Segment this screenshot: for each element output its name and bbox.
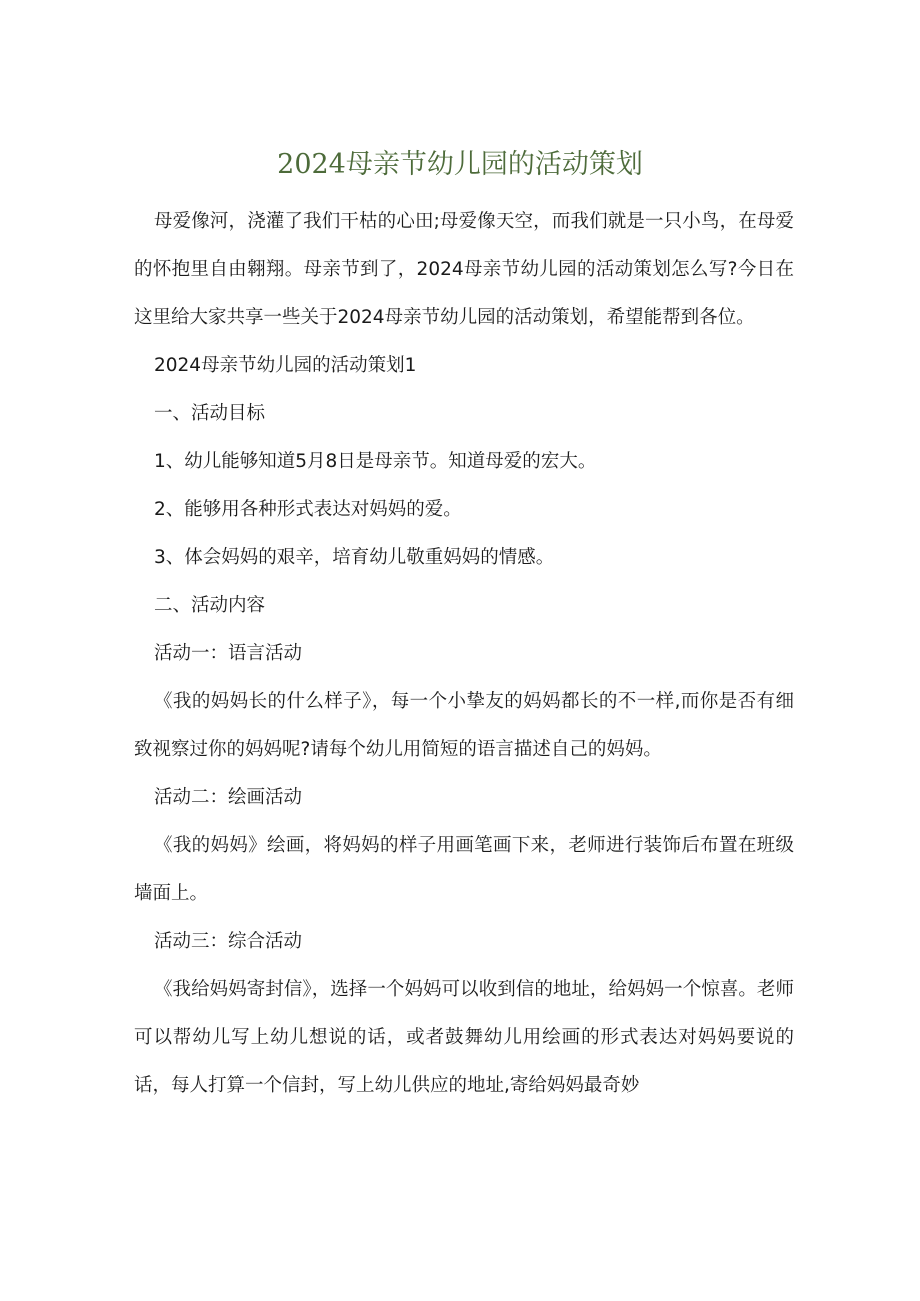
section-title: 2024母亲节幼儿园的活动策划1 [154,355,417,376]
document-body [134,198,794,1110]
goal-item-1: 1、幼儿能够知道5月8日是母亲节。知道母爱的宏大。 [154,451,597,472]
goal-item-3: 3、体会妈妈的艰辛，培育幼儿敬重妈妈的情感。 [154,547,555,568]
activity-3-heading: 活动三：综合活动 [154,931,303,952]
content-heading: 二、活动内容 [154,595,266,616]
intro-paragraph: 母爱像河，浇灌了我们干枯的心田;母爱像天空，而我们就是一只小鸟，在母爱的怀抱里自由翱翔。母亲节到了，2024母亲节幼儿园的活动策划怎么写?今日在这里给大家共享一些关于2024母亲节幼儿园的活动策划，希望能帮到各位。 [134,211,794,328]
activity-3-paragraph: 《我给妈妈寄封信》，选择一个妈妈可以收到信的地址，给妈妈一个惊喜。老师可以帮幼儿写上幼儿想说的话，或者鼓舞幼儿用绘画的形式表达对妈妈要说的话，每人打算一个信封，写上幼儿供应的地址,寄给妈妈最奇妙 [134,979,794,1096]
goal-item-2: 2、能够用各种形式表达对妈妈的爱。 [154,499,462,520]
goals-heading: 一、活动目标 [154,403,266,424]
activity-1-heading: 活动一：语言活动 [154,643,303,664]
activity-1-paragraph: 《我的妈妈长的什么样子》，每一个小挚友的妈妈都长的不一样,而你是否有细致视察过你的妈妈呢?请每个幼儿用简短的语言描述自己的妈妈。 [134,691,794,760]
activity-2-paragraph: 《我的妈妈》绘画，将妈妈的样子用画笔画下来，老师进行装饰后布置在班级墙面上。 [134,835,794,904]
activity-2-heading: 活动二：绘画活动 [154,787,303,808]
page-title: 2024母亲节幼儿园的活动策划 [277,149,643,180]
